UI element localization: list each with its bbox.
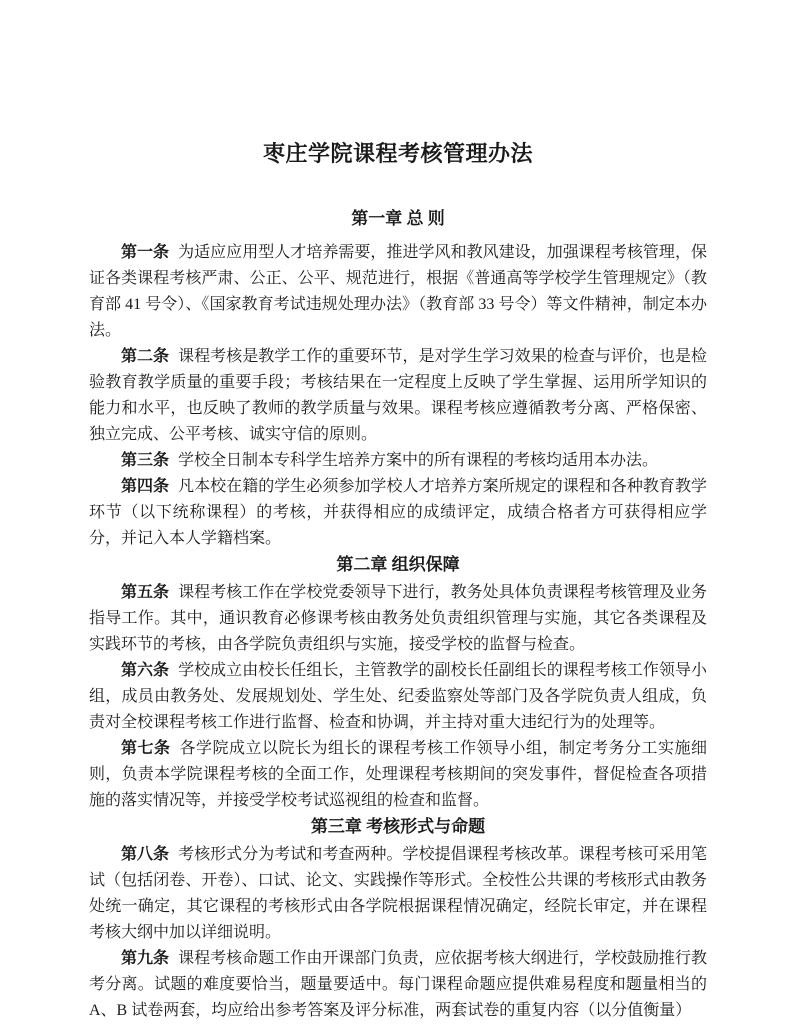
article-6-text: 学校成立由校长任组长，主管教学的副校长任副组长的课程考核工作领导小组，成员由教务处、发展规划处、学生处、纪委监察处等部门及各学院负责人组成，负责对全校课程考核工作进行监督、检查和协调，并主持对重大违纪行为的处理等。	[89, 662, 707, 731]
article-8-text: 考核形式分为考试和考查两种。学校提倡课程考核改革。课程考核可采用笔试（包括闭卷、开卷）、口试、论文、实践操作等形式。全校性公共课的考核形式由教务处统一确定，其它课程的考核形式由各学院根据课程情况确定，经院长审定，并在课程考核大纲中加以详细说明。	[89, 846, 707, 941]
article-2	[89, 344, 707, 448]
article-4-text: 凡本校在籍的学生必须参加学校人才培养方案所规定的课程和各种教育教学环节（以下统称课程）的考核，并获得相应的成绩评定，成绩合格者方可获得相应学分，并记入本人学籍档案。	[89, 478, 707, 547]
article-9-text: 课程考核命题工作由开课部门负责，应依据考核大纲进行，学校鼓励推行教考分离。试题的难度要恰当，题量要适中。每门课程命题应提供难易程度和题量相当的 A、B 试卷两套，均应给出参考答案及评分标准，两套试卷的重复内容（以分值衡量）	[89, 950, 707, 1019]
article-1	[89, 240, 707, 344]
document-title: 枣庄学院课程考核管理办法	[262, 141, 533, 166]
chapter-general-provisions	[89, 206, 707, 552]
article-7-text: 各学院成立以院长为组长的课程考核工作领导小组，制定考务分工实施细则，负责本学院课程考核的全面工作，处理课程考核期间的突发事件，督促检查各项措施的落实情况等，并接受学校考试巡视组的检查和监督。	[89, 740, 707, 809]
article-6-label: 第六条	[121, 662, 170, 679]
document-content	[89, 0, 707, 1024]
article-5-text: 课程考核工作在学校党委领导下进行，教务处具体负责课程考核管理及业务指导工作。其中，通识教育必修课考核由教务处负责组织管理与实施，其它各类课程及实践环节的考核，由各学院负责组织与实施，接受学校的监督与检查。	[89, 584, 707, 653]
article-3	[89, 448, 707, 474]
article-1-label: 第一条	[121, 244, 170, 261]
article-7	[89, 736, 707, 814]
article-8	[89, 842, 707, 946]
article-2-label: 第二条	[121, 348, 170, 365]
article-5-label: 第五条	[121, 584, 170, 601]
article-9-label: 第九条	[121, 950, 170, 967]
article-5	[89, 580, 707, 658]
article-9	[89, 946, 707, 1024]
article-1-text: 为适应应用型人才培养需要，推进学风和教风建设，加强课程考核管理，保证各类课程考核严肃、公正、公平、规范进行，根据《普通高等学校学生管理规定》（教育部 41 号令）、《国家教育考试违规处理办法》（教育部 33 号令）等文件精神，制定本办法。	[89, 244, 707, 339]
chapter-3-heading: 第三章 考核形式与命题	[310, 817, 486, 836]
article-4	[89, 474, 707, 552]
chapter-1-heading: 第一章 总 则	[351, 209, 445, 228]
article-3-label: 第三条	[121, 452, 170, 469]
chapter-assessment-forms	[89, 814, 707, 1024]
article-4-label: 第四条	[121, 478, 170, 495]
chapter-organizational-guarantee	[89, 552, 707, 814]
article-6	[89, 658, 707, 736]
article-3-text: 学校全日制本专科学生培养方案中的所有课程的考核均适用本办法。	[178, 452, 659, 469]
chapter-2-heading: 第二章 组织保障	[336, 555, 460, 574]
article-2-text: 课程考核是教学工作的重要环节，是对学生学习效果的检查与评价，也是检验教育教学质量的重要手段；考核结果在一定程度上反映了学生掌握、运用所学知识的能力和水平，也反映了教师的教学质量与效果。课程考核应遵循教考分离、严格保密、独立完成、公平考核、诚实守信的原则。	[89, 348, 707, 443]
article-7-label: 第七条	[121, 740, 171, 757]
article-8-label: 第八条	[121, 846, 170, 863]
